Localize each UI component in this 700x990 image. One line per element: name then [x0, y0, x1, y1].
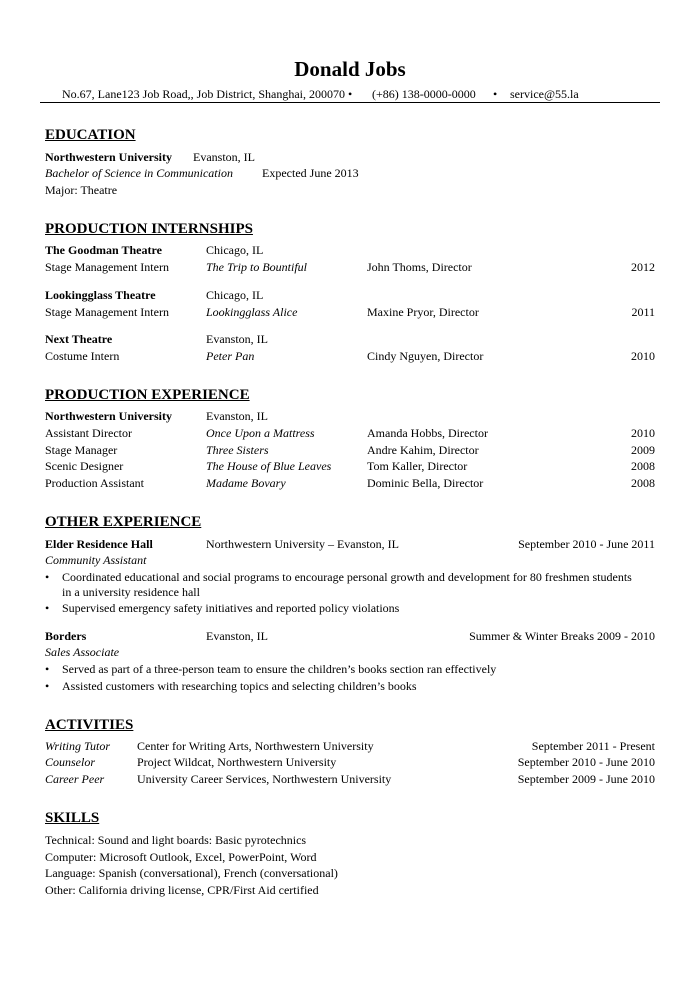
skill-line: Other: California driving license, CPR/First Aid certified: [45, 883, 319, 897]
job-bullet: Coordinated educational and social programs to encourage personal growth and development for 80 freshmen students: [62, 570, 632, 584]
experience-production: The House of Blue Leaves: [206, 459, 332, 473]
job-title: Sales Associate: [45, 645, 120, 659]
job-bullet-continued: in a university residence hall: [62, 585, 200, 599]
bullet-icon: •: [45, 662, 50, 676]
internship-role: Stage Management Intern: [45, 305, 169, 319]
job-org: Borders: [45, 629, 87, 643]
activity-role: Writing Tutor: [45, 739, 111, 753]
internship-director: Cindy Nguyen, Director: [367, 349, 484, 363]
skill-line: Technical: Sound and light boards: Basic pyrotechnics: [45, 833, 307, 847]
activity-role: Counselor: [45, 755, 96, 769]
internship-director: John Thoms, Director: [367, 260, 472, 274]
contact-separator: •: [493, 87, 498, 101]
education-heading: EDUCATION: [45, 127, 136, 143]
experience-director: Tom Kaller, Director: [367, 459, 468, 473]
contact-address: No.67, Lane123 Job Road,, Job District, Shanghai, 200070: [62, 87, 345, 101]
experience-org: Northwestern University: [45, 409, 172, 423]
activity-dates: September 2011 - Present: [531, 739, 655, 753]
internship-year: 2010: [631, 349, 655, 363]
internship-role: Costume Intern: [45, 349, 120, 363]
experience-year: 2010: [631, 426, 655, 440]
internship-production: Lookingglass Alice: [206, 305, 298, 319]
activity-org: University Career Services, Northwestern University: [137, 772, 392, 786]
internship-org: Next Theatre: [45, 332, 113, 346]
activity-dates: September 2010 - June 2010: [517, 755, 655, 769]
experience-production: Once Upon a Mattress: [206, 426, 315, 440]
activity-role: Career Peer: [45, 772, 105, 786]
header-divider: [40, 102, 660, 103]
contact-phone: (+86) 138-0000-0000: [372, 87, 476, 101]
internships-heading: PRODUCTION INTERNSHIPS: [45, 221, 253, 237]
internship-role: Stage Management Intern: [45, 260, 169, 274]
experience-role: Stage Manager: [45, 443, 118, 457]
education-expected: Expected June 2013: [262, 166, 359, 180]
bullet-icon: •: [45, 679, 50, 693]
activity-dates: September 2009 - June 2010: [517, 772, 655, 786]
experience-director: Dominic Bella, Director: [367, 476, 484, 490]
experience-production: Madame Bovary: [206, 476, 286, 490]
job-location: Northwestern University – Evanston, IL: [206, 537, 399, 551]
experience-year: 2008: [631, 476, 655, 490]
experience-role: Scenic Designer: [45, 459, 124, 473]
job-dates: Summer & Winter Breaks 2009 - 2010: [469, 629, 655, 643]
experience-year: 2008: [631, 459, 655, 473]
education-major: Major: Theatre: [45, 183, 118, 197]
education-school: Northwestern University: [45, 150, 172, 164]
experience-heading: PRODUCTION EXPERIENCE: [45, 387, 250, 403]
experience-role: Assistant Director: [45, 426, 132, 440]
resume-name: Donald Jobs: [294, 57, 406, 81]
experience-production: Three Sisters: [206, 443, 269, 457]
other-heading: OTHER EXPERIENCE: [45, 514, 202, 530]
bullet-icon: •: [45, 601, 50, 615]
job-bullet: Assisted customers with researching topics and selecting children’s books: [62, 679, 417, 693]
contact-email[interactable]: service@55.la: [510, 87, 579, 101]
internship-production: The Trip to Bountiful: [206, 260, 308, 274]
job-location: Evanston, IL: [206, 629, 268, 643]
internship-location: Chicago, IL: [206, 243, 264, 257]
experience-year: 2009: [631, 443, 655, 457]
activity-org: Center for Writing Arts, Northwestern University: [137, 739, 374, 753]
education-location: Evanston, IL: [193, 150, 255, 164]
job-title: Community Assistant: [45, 553, 147, 567]
skills-heading: SKILLS: [45, 810, 100, 826]
job-bullet: Supervised emergency safety initiatives and reported policy violations: [62, 601, 400, 615]
internship-location: Evanston, IL: [206, 332, 268, 346]
experience-role: Production Assistant: [45, 476, 145, 490]
job-org: Elder Residence Hall: [45, 537, 153, 551]
internship-location: Chicago, IL: [206, 288, 264, 302]
bullet-icon: •: [45, 570, 50, 584]
activities-heading: ACTIVITIES: [45, 717, 134, 733]
experience-director: Amanda Hobbs, Director: [367, 426, 488, 440]
skill-line: Computer: Microsoft Outlook, Excel, PowerPoint, Word: [45, 850, 317, 864]
education-degree: Bachelor of Science in Communication: [45, 166, 233, 180]
skill-line: Language: Spanish (conversational), French (conversational): [45, 866, 338, 880]
internship-director: Maxine Pryor, Director: [367, 305, 479, 319]
internship-org: Lookingglass Theatre: [45, 288, 156, 302]
internship-year: 2011: [631, 305, 655, 319]
experience-location: Evanston, IL: [206, 409, 268, 423]
job-dates: September 2010 - June 2011: [518, 537, 655, 551]
experience-director: Andre Kahim, Director: [367, 443, 479, 457]
internship-year: 2012: [631, 260, 655, 274]
activity-org: Project Wildcat, Northwestern University: [137, 755, 337, 769]
job-bullet: Served as part of a three-person team to ensure the children’s books section ran effectively: [62, 662, 497, 676]
internship-org: The Goodman Theatre: [45, 243, 162, 257]
contact-separator: •: [348, 87, 353, 101]
internship-production: Peter Pan: [206, 349, 255, 363]
